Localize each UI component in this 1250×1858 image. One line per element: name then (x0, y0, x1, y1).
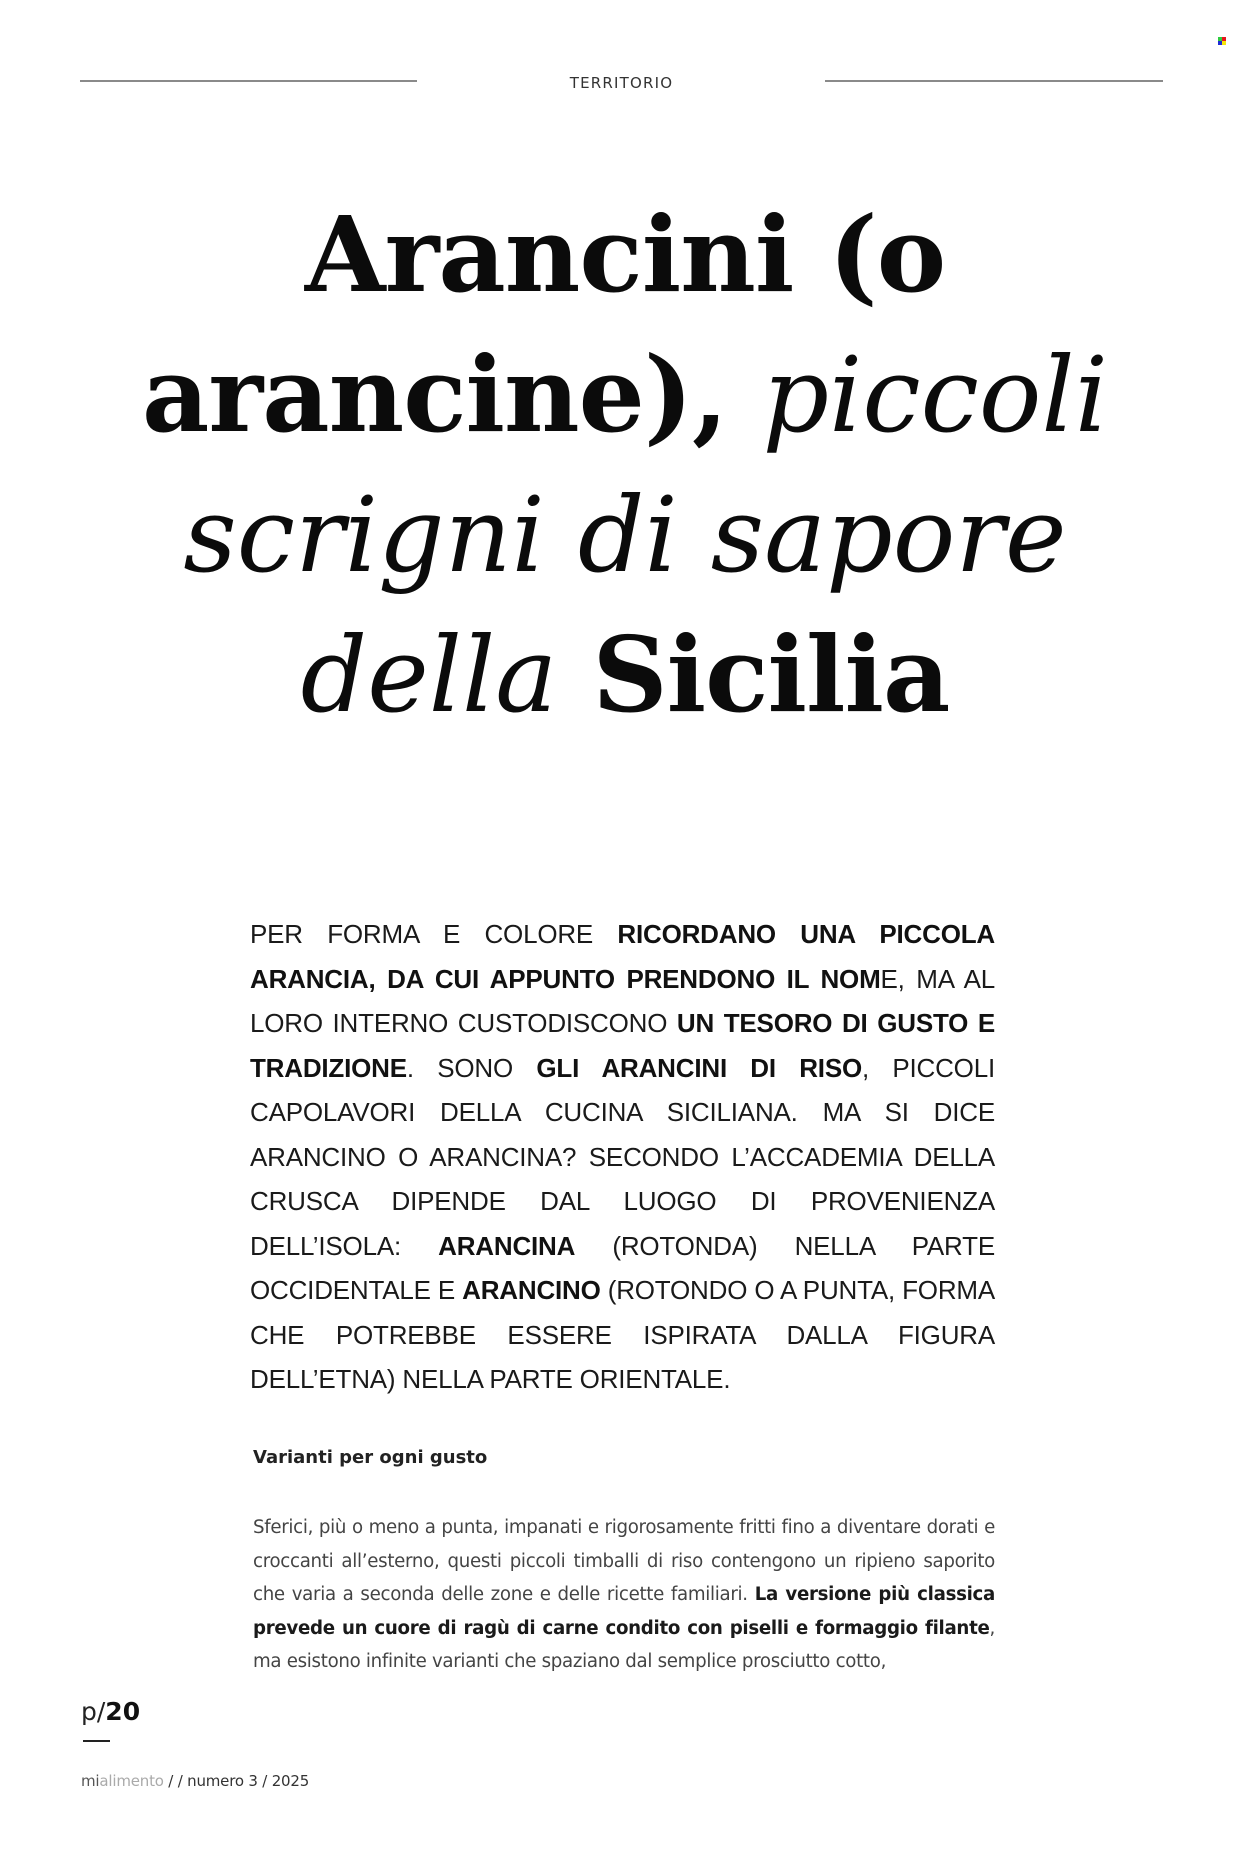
lead-text-bold: UN TESORO DI GUSTO E TRADIZIONE (250, 1008, 995, 1083)
page-prefix: p/ (81, 1697, 106, 1726)
lead-text-bold: ARANCINA (438, 1230, 576, 1261)
title-segment: arancine), (142, 333, 728, 456)
article-title (80, 185, 1170, 745)
brand-name-part2: alimento (99, 1772, 164, 1790)
section-subheading: Varianti per ogni gusto (253, 1447, 488, 1468)
lead-text-bold: RICORDANO UNA PICCOLA ARANCIA, DA CUI APPUNTO PRENDONO IL NOM (250, 919, 995, 994)
body-text: Sferici, più o meno a punta, impanati e rigorosamente fritti fino a diventare dorati e croccanti all’esterno, questi piccoli timballi di riso contengono un ripieno saporito che varia a seconda delle zone e delle ricette familiari. (253, 1517, 995, 1605)
lead-paragraph (250, 912, 995, 1402)
page-number-value: 20 (105, 1697, 141, 1726)
brand-name-part1: mi (81, 1772, 100, 1790)
body-text: , ma esistono infinite varianti che spaziano dal semplice prosciutto cotto, (253, 1617, 995, 1672)
title-segment: della (300, 614, 558, 736)
lead-text: E, MA AL LORO INTERNO CUSTODISCONO (250, 963, 995, 1038)
body-paragraph (253, 1511, 995, 1679)
lead-text: (ROTONDO O A PUNTA, FORMA CHE POTREBBE ESSERE ISPIRATA DALLA FIGURA DELL’ETNA) NELLA PARTE ORIENTALE. (250, 1275, 996, 1394)
color-registration-mark (1218, 37, 1226, 45)
lead-text: (ROTONDA) NELLA PARTE OCCIDENTALE E (250, 1230, 995, 1305)
title-segment: Arancini (o (304, 193, 946, 316)
title-segment: piccoli (762, 334, 1108, 456)
lead-text: PER FORMA E COLORE (250, 919, 618, 949)
page-number (81, 1697, 140, 1726)
lead-text: . SONO (406, 1052, 537, 1083)
title-segment: Sicilia (592, 613, 950, 736)
page-header (80, 72, 1163, 96)
footer-issue-info (81, 1772, 309, 1790)
folio-rule (83, 1740, 110, 1742)
mark-yellow (1222, 41, 1226, 45)
header-rule-right (825, 80, 1163, 82)
issue-text: / / numero 3 / 2025 (163, 1772, 310, 1790)
lead-text-bold: ARANCINO (462, 1275, 601, 1305)
body-text-bold: La versione più classica prevede un cuore di ragù di carne condito con piselli e formaggio filante (253, 1584, 996, 1639)
title-segment: scrigni di sapore (183, 474, 1067, 596)
lead-text-bold: GLI ARANCINI DI RISO (536, 1052, 862, 1083)
section-label: TERRITORIO (569, 74, 674, 92)
lead-text: , PICCOLI CAPOLAVORI DELLA CUCINA SICILIANA. MA SI DICE ARANCINO O ARANCINA? SECONDO L’ACCADEMIA DELLA CRUSCA DIPENDE DAL LUOGO DI PROVENIENZA DELL’ISOLA: (250, 1052, 995, 1261)
